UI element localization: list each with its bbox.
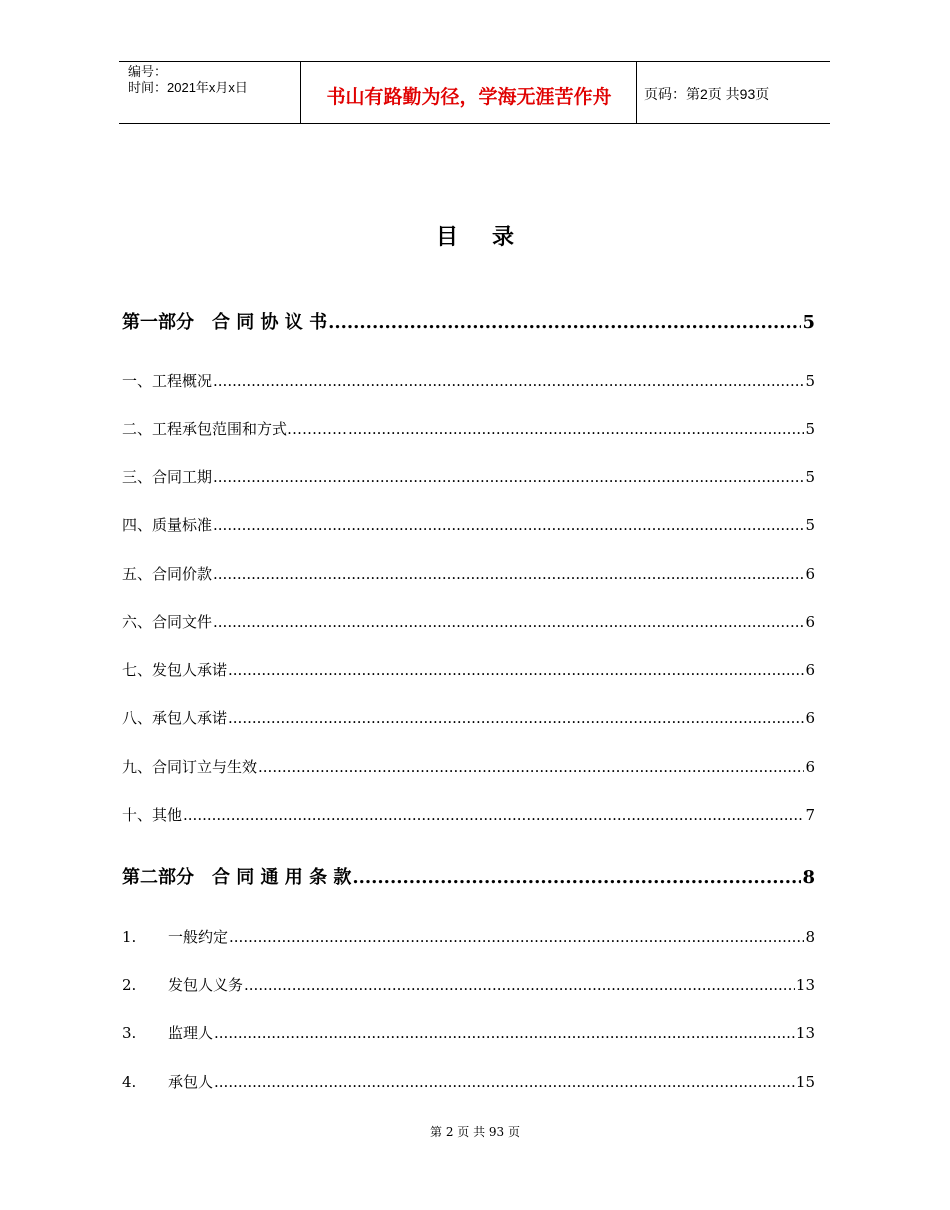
- toc-leader: [213, 468, 804, 486]
- toc-leader: [213, 372, 804, 390]
- toc-title: [0, 220, 950, 251]
- header-motto: 书山有路勤为径，学海无涯苦作舟: [326, 86, 612, 108]
- header-page-info: 页码：第2页 共93页: [644, 86, 770, 102]
- toc-item-label: 二、工程承包范围和方式…………: [122, 420, 348, 438]
- toc-part-label: 第二部分 合 同 通 用 条 款: [122, 867, 352, 888]
- toc-page-number: 13: [795, 976, 815, 994]
- toc-leader: [352, 867, 801, 888]
- toc-page-number: 5: [805, 468, 815, 486]
- toc-page-number: 5: [802, 312, 815, 333]
- toc-leader: [228, 709, 804, 727]
- toc-item-label: 一般约定: [168, 928, 229, 946]
- toc-item-label: 四、质量标准: [122, 516, 213, 534]
- toc-item[interactable]: [122, 756, 815, 777]
- toc-item-number: 1.: [122, 928, 137, 946]
- toc-leader: [213, 565, 804, 583]
- toc-item[interactable]: [122, 804, 815, 825]
- toc-page-number: 6: [805, 613, 815, 631]
- toc-leader: [244, 976, 795, 994]
- toc-item-label: 六、合同文件: [122, 613, 213, 631]
- toc-item[interactable]: [122, 370, 815, 391]
- toc-leader: [348, 420, 804, 438]
- toc-item-label: 八、承包人承诺: [122, 709, 228, 727]
- toc-item[interactable]: [122, 659, 815, 680]
- toc-page-number: 8: [805, 928, 815, 946]
- toc-item-label: 五、合同价款: [122, 565, 213, 583]
- toc-title-right: 录: [492, 225, 515, 250]
- toc-item-label: 承包人: [168, 1073, 214, 1091]
- toc-item-number: 2.: [122, 976, 137, 994]
- header-meta: [128, 64, 248, 96]
- toc-item-label: 三、合同工期: [122, 468, 213, 486]
- toc-title-left: 目: [435, 225, 458, 250]
- toc-page-number: 15: [795, 1073, 815, 1091]
- toc-item[interactable]: [122, 707, 815, 728]
- toc-item[interactable]: [122, 926, 815, 947]
- toc-item-label: 发包人义务: [168, 976, 244, 994]
- toc-item-number: 4.: [122, 1073, 137, 1091]
- toc-part-label: 第一部分 合 同 协 议 书: [122, 312, 328, 333]
- toc-page-number: 13: [795, 1024, 815, 1042]
- toc-item[interactable]: [122, 466, 815, 487]
- toc-item-label: 七、发包人承诺: [122, 661, 228, 679]
- toc-leader: [213, 613, 804, 631]
- toc-leader: [258, 758, 804, 776]
- toc-leader: [228, 661, 804, 679]
- toc-leader: [214, 1073, 795, 1091]
- toc-page-number: 6: [805, 709, 815, 727]
- toc-item[interactable]: [122, 611, 815, 632]
- toc-item-label: 一、工程概况: [122, 372, 213, 390]
- toc-leader: [183, 806, 804, 824]
- toc-leader: [213, 516, 804, 534]
- toc-page-number: 5: [805, 420, 815, 438]
- toc-item[interactable]: [122, 418, 815, 439]
- toc-part-1[interactable]: [122, 308, 815, 334]
- toc-page-number: 5: [805, 516, 815, 534]
- toc-page-number: 6: [805, 758, 815, 776]
- toc-item[interactable]: [122, 563, 815, 584]
- toc-item-label: 九、合同订立与生效: [122, 758, 258, 776]
- toc-leader: [229, 928, 804, 946]
- toc-item-label: 十、其他: [122, 806, 183, 824]
- toc-page-number: 6: [805, 661, 815, 679]
- toc-page-number: 5: [805, 372, 815, 390]
- toc-item[interactable]: [122, 514, 815, 535]
- toc-item-label: 监理人: [168, 1024, 214, 1042]
- page-header: [119, 61, 830, 124]
- toc-item[interactable]: [122, 1071, 815, 1092]
- toc-item[interactable]: [122, 1022, 815, 1043]
- toc-leader: [214, 1024, 795, 1042]
- toc-leader: [328, 312, 801, 333]
- header-number-label: 编号：: [128, 64, 168, 79]
- toc-part-2[interactable]: [122, 863, 815, 889]
- header-time-label: 时间：2021年x月x日: [128, 80, 248, 95]
- toc-item-number: 3.: [122, 1024, 137, 1042]
- page-footer: 第 2 页 共 93 页: [430, 1125, 520, 1139]
- toc-item[interactable]: [122, 974, 815, 995]
- toc-page-number: 8: [802, 867, 815, 888]
- toc-page-number: 7: [805, 806, 815, 824]
- toc-page-number: 6: [805, 565, 815, 583]
